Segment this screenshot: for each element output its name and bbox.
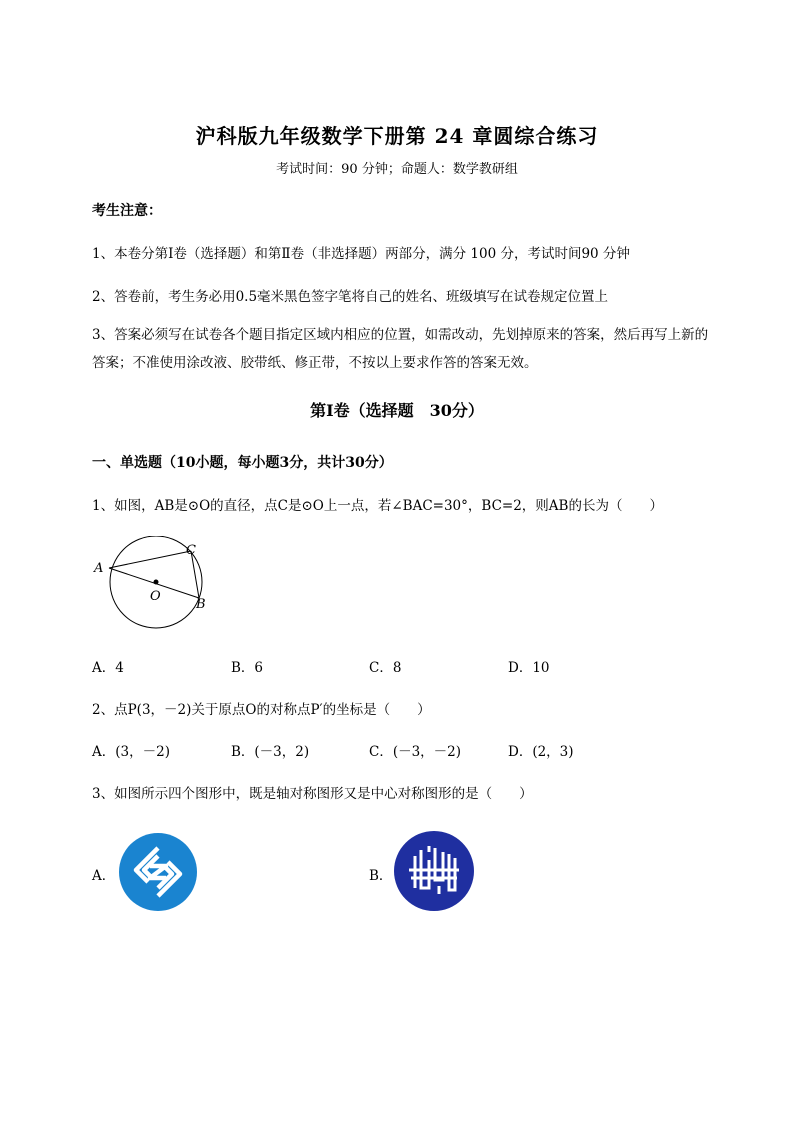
- q1-option-b: B．6: [231, 660, 264, 676]
- q2-option-a: A．(3，－2): [92, 744, 170, 760]
- figure-label-b: B: [196, 597, 206, 612]
- notice-item-1: 1、本卷分第Ⅰ卷（选择题）和第Ⅱ卷（非选择题）两部分，满分 100 分，考试时间90 分钟: [92, 246, 630, 262]
- q3-option-b: B．: [369, 868, 393, 884]
- question-1-circle-figure: [88, 536, 218, 646]
- question-3-stem: 3、如图所示四个图形中，既是轴对称图形又是中心对称图形的是（ ）: [92, 786, 533, 802]
- question-2-stem: 2、点P(3，－2)关于原点O的对称点P′的坐标是（ ）: [92, 702, 431, 718]
- china-mobile-logo-icon: [118, 832, 198, 912]
- figure-label-c: C: [186, 543, 196, 558]
- notice-item-3: 3、答案必须写在试卷各个题目指定区域内相应的位置，如需改动，先划掉原来的答案，然后再写上新的答案；不准使用涂改液、胶带纸、修正带，不按以上要求作答的答案无效。: [92, 327, 709, 371]
- figure-label-o: O: [150, 589, 161, 604]
- part-heading: 一、单选题（10小题，每小题3分，共计30分）: [92, 455, 393, 471]
- q3-option-a: A．: [92, 868, 116, 884]
- exam-info: 考试时间：90 分钟；命题人：数学教研组: [276, 162, 518, 177]
- notice-item-2: 2、答卷前，考生务必用0.5毫米黑色签字笔将自己的姓名、班级填写在试卷规定位置上: [92, 289, 609, 305]
- question-1-stem: 1、如图，AB是⊙O的直径，点C是⊙O上一点，若∠BAC=30°，BC=2，则AB的长为（ ）: [92, 498, 663, 514]
- page-title: 沪科版九年级数学下册第 24 章圆综合练习: [195, 124, 599, 148]
- q1-option-a: A．4: [92, 660, 124, 676]
- figure-label-a: A: [94, 561, 104, 576]
- q2-option-c: C．(－3，－2): [369, 744, 462, 760]
- q2-option-b: B．(－3，2): [231, 744, 310, 760]
- notice-heading: 考生注意：: [92, 203, 162, 219]
- q1-option-d: D．10: [508, 660, 550, 676]
- bank-logo-icon: [393, 830, 475, 912]
- q2-option-d: D．(2，3): [508, 744, 574, 760]
- section-title: 第Ⅰ卷（选择题 30分）: [310, 401, 484, 420]
- q1-option-c: C．8: [369, 660, 402, 676]
